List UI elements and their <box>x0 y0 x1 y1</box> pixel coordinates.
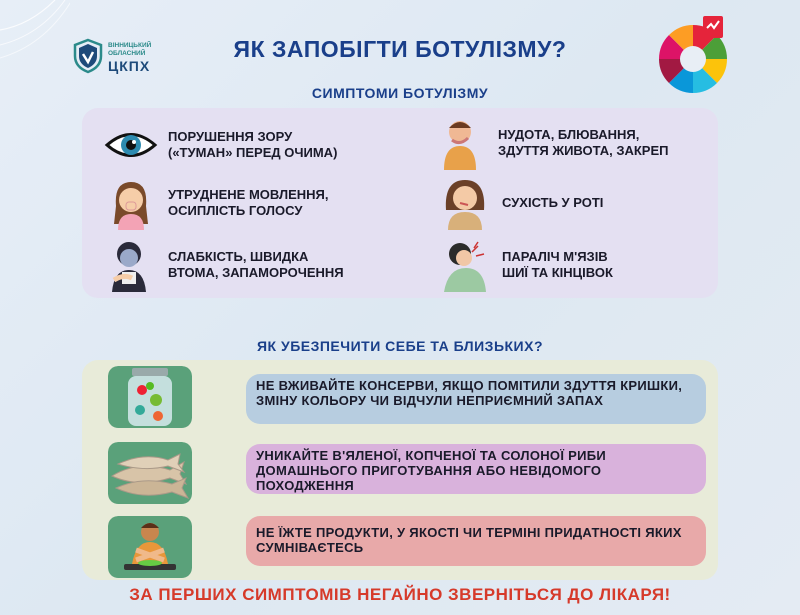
symptom-text: СУХІСТЬ У РОТІ <box>502 195 604 210</box>
refuse-food-icon <box>108 516 192 578</box>
footer-warning: ЗА ПЕРШИХ СИМПТОМІВ НЕГАЙНО ЗВЕРНІТЬСЯ ДО ЛІКАРЯ! <box>129 585 671 604</box>
paralysis-icon <box>438 238 492 292</box>
symptom-text: ПОРУШЕННЯ ЗОРУ («ТУМАН» ПЕРЕД ОЧИМА) <box>168 129 338 160</box>
symptom-vision <box>104 118 337 172</box>
sdg-wheel-icon <box>655 14 733 96</box>
protection-title: ЯК УБЕЗПЕЧИТИ СЕБЕ ТА БЛИЗЬКИХ? <box>256 338 544 354</box>
symptom-text: УТРУДНЕНЕ МОВЛЕННЯ, ОСИПЛІСТЬ ГОЛОСУ <box>168 187 329 218</box>
symptom-text: НУДОТА, БЛЮВАННЯ, ЗДУТТЯ ЖИВОТА, ЗАКРЕП <box>498 127 669 158</box>
page-title: ЯК ЗАПОБІГТИ БОТУЛІЗМУ? <box>233 36 567 62</box>
weakness-icon <box>104 238 158 292</box>
speech-difficulty-icon <box>104 176 158 230</box>
symptom-dry-mouth <box>438 176 603 230</box>
symptom-nausea <box>434 116 668 170</box>
advice-dried-fish: УНИКАЙТЕ В'ЯЛЕНОЇ, КОПЧЕНОЇ ТА СОЛОНОЇ РИБИ ДОМАШНЬОГО ПРИГОТУВАННЯ АБО НЕВІДОМОГО ПОХОДЖЕННЯ <box>246 444 706 494</box>
advice-doubtful-products: НЕ ЇЖТЕ ПРОДУКТИ, У ЯКОСТІ ЧИ ТЕРМІНІ ПРИДАТНОСТІ ЯКИХ СУМНІВАЄТЕСЬ <box>246 516 706 566</box>
symptom-paralysis <box>438 238 613 292</box>
nausea-icon <box>434 116 488 170</box>
symptoms-title: СИМПТОМИ БОТУЛІЗМУ <box>311 85 489 101</box>
canned-jar-icon <box>108 366 192 428</box>
logo-name: ЦКПХ <box>108 58 151 74</box>
advice-canned-food: НЕ ВЖИВАЙТЕ КОНСЕРВИ, ЯКЩО ПОМІТИЛИ ЗДУТТЯ КРИШКИ, ЗМІНУ КОЛЬОРУ ЧИ ВІДЧУЛИ НЕПРИЄМНИЙ ЗАПАХ <box>246 374 706 424</box>
symptom-speech <box>104 176 328 230</box>
dried-fish-icon <box>108 442 192 504</box>
dry-mouth-icon <box>438 176 492 230</box>
symptom-weakness <box>104 238 344 292</box>
symptom-text: ПАРАЛІЧ М'ЯЗІВ ШИЇ ТА КІНЦІВОК <box>502 249 613 280</box>
eye-icon <box>104 118 158 172</box>
logo-subtitle: ВІННИЦЬКИЙ ОБЛАСНИЙ <box>108 42 152 57</box>
symptom-text: СЛАБКІСТЬ, ШВИДКА ВТОМА, ЗАПАМОРОЧЕННЯ <box>168 249 344 280</box>
